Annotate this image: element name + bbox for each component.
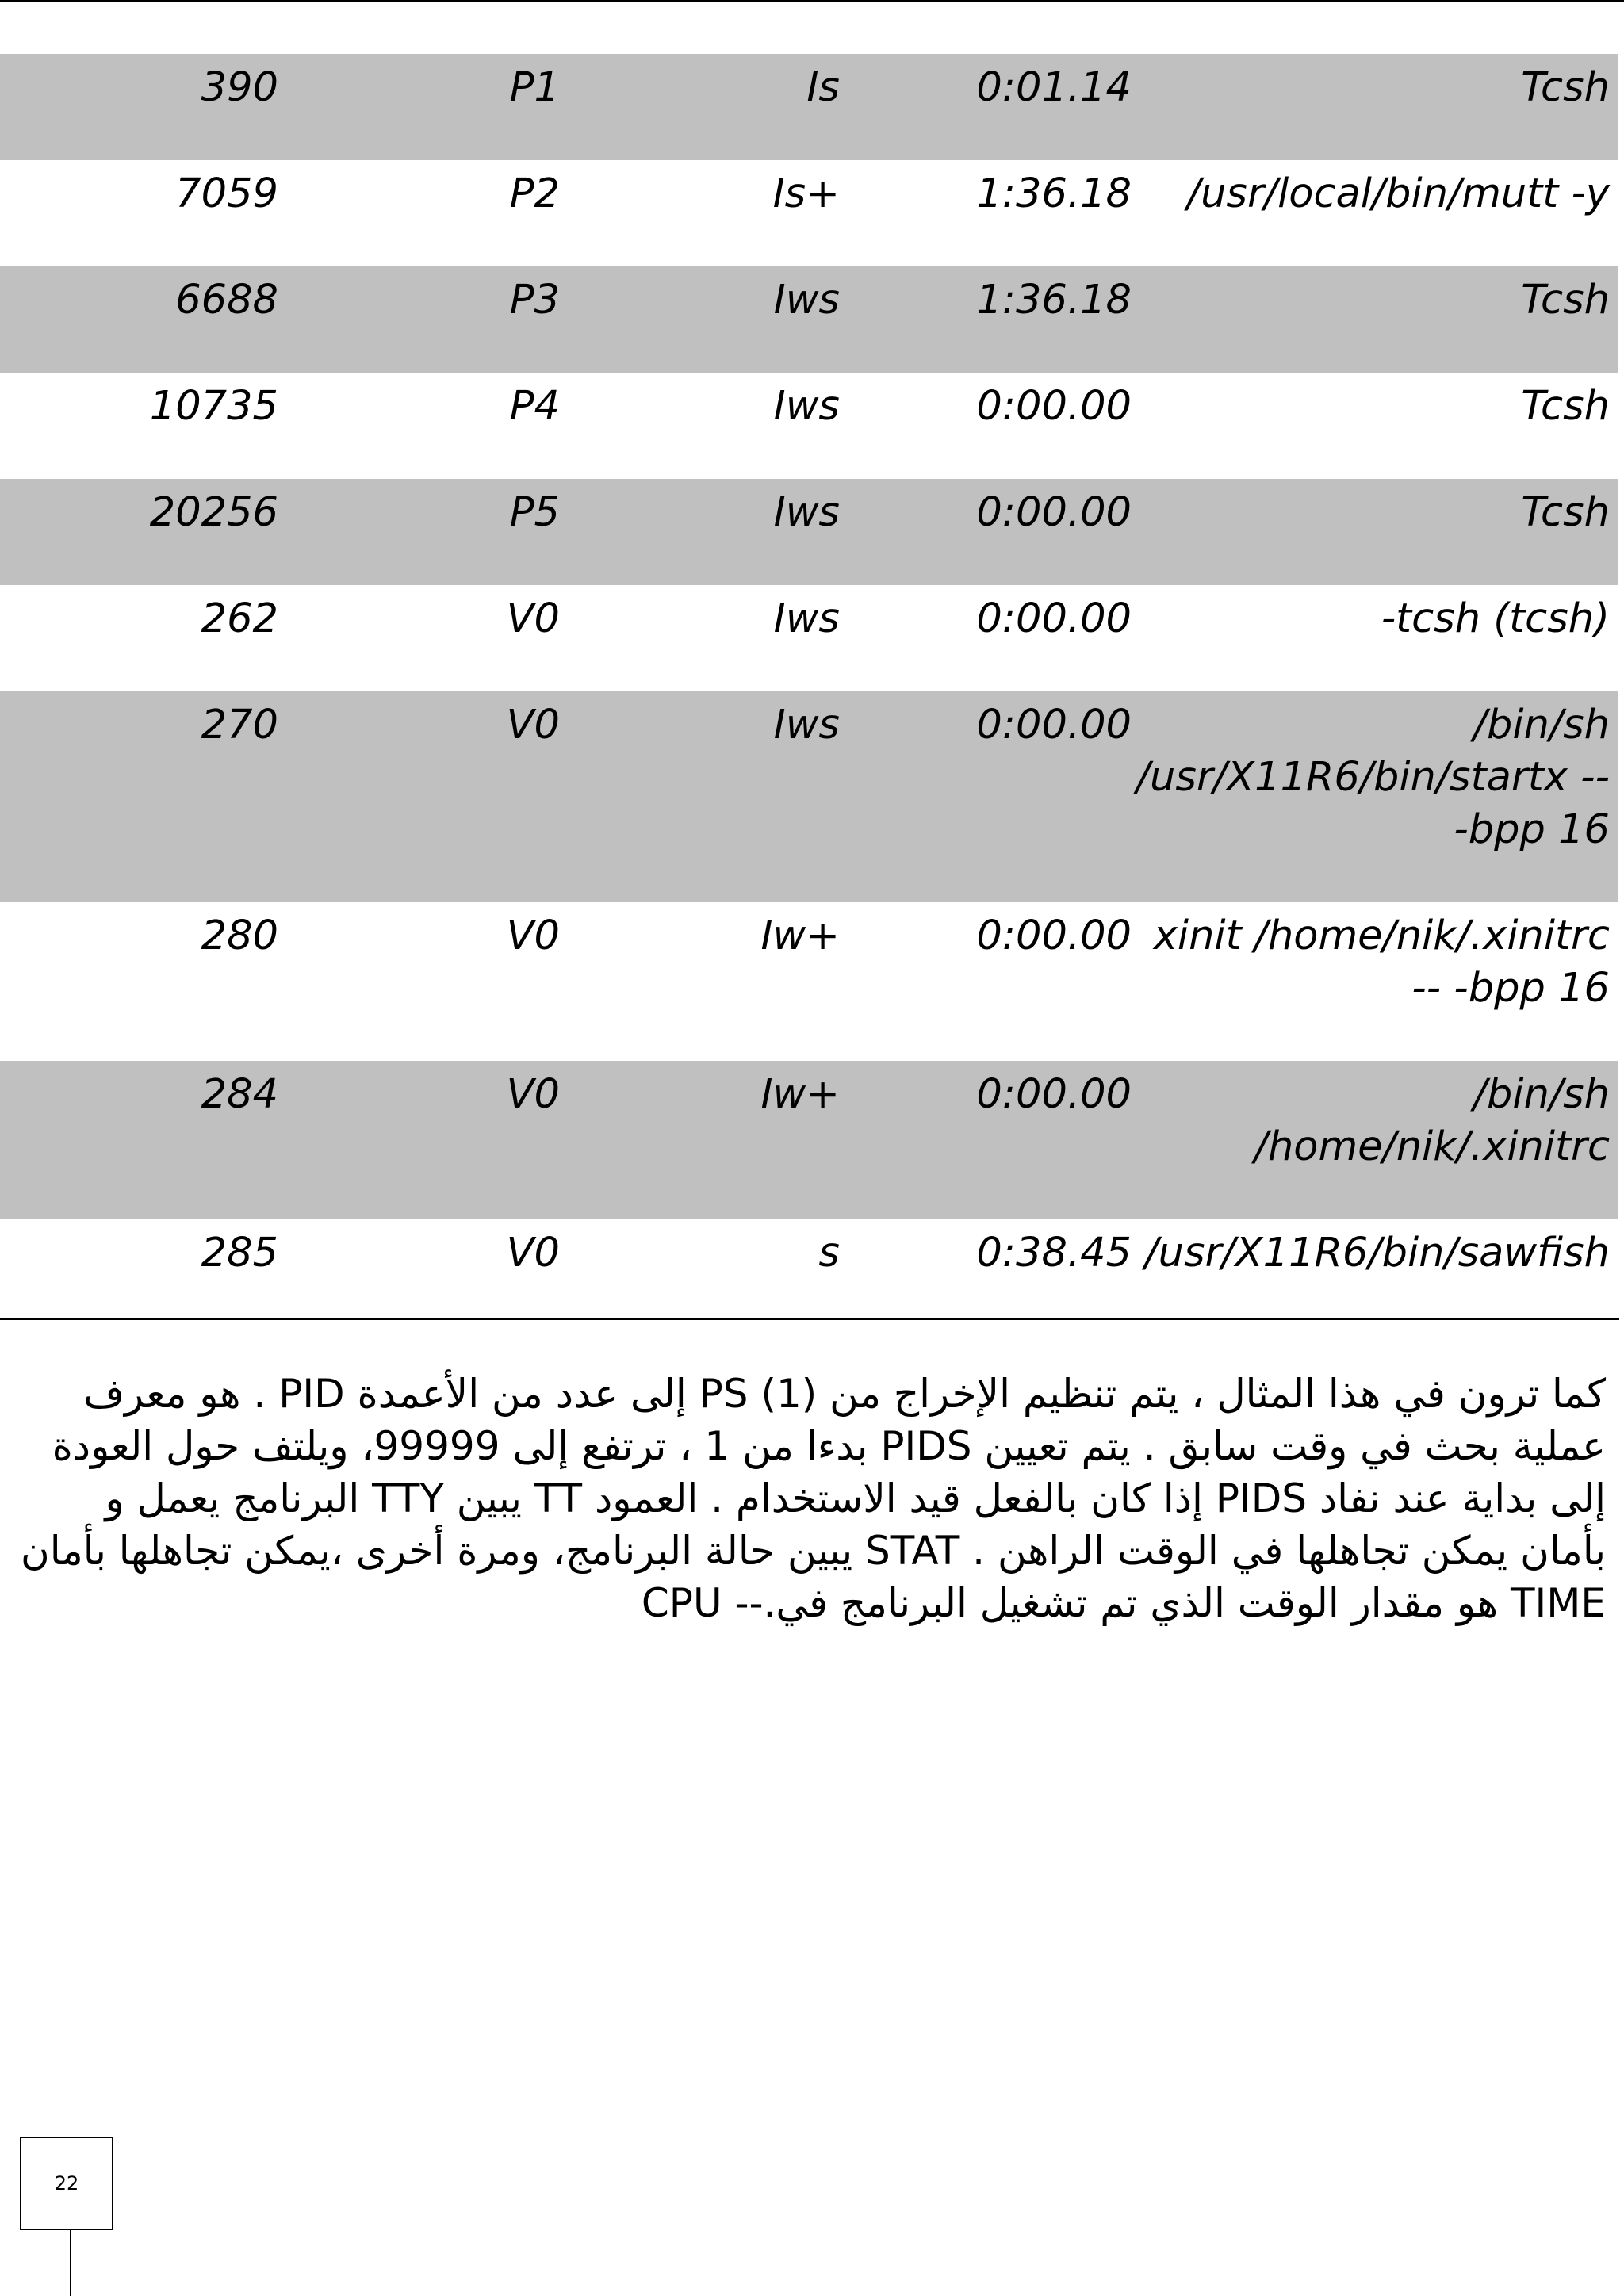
time-cell: 0:00.00	[976, 913, 1132, 959]
table-row	[0, 373, 1618, 479]
table-row	[0, 691, 1618, 902]
time-cell: 0:38.45	[976, 1230, 1132, 1276]
tty-cell: P1	[509, 64, 560, 111]
time-cell: 0:00.00	[976, 595, 1132, 642]
body-paragraph: كما ترون في هذا المثال ، يتم تنظيم الإخراج من PS (1) إلى عدد من الأعمدة PID . هو معرف عملية بحث في وقت سابق . يتم تعيين PIDS بدءا من 1 ، ترتفع إلى 99999، ويلتف حول العودة إلى بداية عند نفاد PIDS إذا كان بالفعل قيد الاستخدام . العمود TT يبين TTY البرنامج يعمل و بأمان يمكن تجاهلها في الوقت الراهن . STAT يبين حالة البرنامج، ومرة أخرى ،يمكن تجاهلها بأمان TIME هو مقدار الوقت الذي تم تشغيل البرنامج في.-- CPU	[20, 1371, 1606, 1626]
pid-cell: 7059	[175, 170, 278, 217]
tty-cell: V0	[506, 702, 560, 748]
time-cell: 1:36.18	[976, 170, 1132, 217]
command-cell: -tcsh (tcsh)	[1381, 595, 1610, 642]
time-cell: 0:00.00	[976, 489, 1132, 536]
table-row	[0, 266, 1618, 373]
tty-cell: V0	[506, 1230, 560, 1276]
time-cell: 0:00.00	[976, 702, 1132, 748]
pid-cell: 20256	[149, 489, 278, 536]
pid-cell: 280	[201, 913, 278, 959]
table-row	[0, 479, 1618, 585]
stat-cell: Iws	[773, 383, 840, 430]
stat-cell: Iw+	[760, 913, 840, 959]
top-rule	[0, 0, 1624, 2]
command-cell: Tcsh	[1521, 64, 1610, 111]
table-row	[0, 902, 1618, 1061]
tty-cell: P3	[509, 277, 560, 323]
table-row	[0, 1061, 1618, 1219]
pid-cell: 390	[201, 64, 278, 111]
pid-cell: 262	[201, 595, 278, 642]
pid-cell: 10735	[149, 383, 278, 430]
page-number-tail	[70, 2230, 71, 2296]
time-cell: 0:01.14	[976, 64, 1132, 111]
command-cell: Tcsh	[1521, 383, 1610, 430]
stat-cell: s	[818, 1230, 840, 1276]
command-cell: Tcsh	[1521, 489, 1610, 536]
process-table	[0, 54, 1618, 1326]
command-cell: Tcsh	[1521, 277, 1610, 323]
table-row	[0, 54, 1618, 160]
stat-cell: Iws	[773, 277, 840, 323]
table-bottom-rule	[0, 1318, 1619, 1320]
stat-cell: Iws	[773, 702, 840, 748]
tty-cell: P2	[509, 170, 560, 217]
stat-cell: Iw+	[760, 1071, 840, 1118]
tty-cell: P4	[509, 383, 560, 430]
pid-cell: 284	[201, 1071, 278, 1118]
tty-cell: V0	[506, 913, 560, 959]
time-cell: 0:00.00	[976, 383, 1132, 430]
tty-cell: V0	[506, 1071, 560, 1118]
stat-cell: Is	[806, 64, 840, 111]
table-row	[0, 160, 1618, 266]
stat-cell: Iws	[773, 489, 840, 536]
table-row	[0, 1219, 1618, 1326]
command-cell: xinit /home/nik/.xinitrc -- -bpp 16	[1153, 913, 1610, 1012]
time-cell: 0:00.00	[976, 1071, 1132, 1118]
time-cell: 1:36.18	[976, 277, 1132, 323]
command-cell: /usr/local/bin/mutt -y	[1186, 170, 1610, 217]
tty-cell: P5	[509, 489, 560, 536]
pid-cell: 6688	[175, 277, 278, 323]
pid-cell: 270	[201, 702, 278, 748]
pid-cell: 285	[201, 1230, 278, 1276]
table-row	[0, 585, 1618, 691]
command-cell: /bin/sh /home/nik/.xinitrc	[1254, 1071, 1610, 1170]
command-cell: /bin/sh /usr/X11R6/bin/startx -- -bpp 16	[1136, 702, 1610, 853]
page-number-label: 22	[54, 2172, 79, 2195]
command-cell: /usr/X11R6/bin/sawfish	[1144, 1230, 1610, 1276]
tty-cell: V0	[506, 595, 560, 642]
stat-cell: Iws	[773, 595, 840, 642]
stat-cell: Is+	[772, 170, 840, 217]
page-number	[20, 2137, 113, 2230]
